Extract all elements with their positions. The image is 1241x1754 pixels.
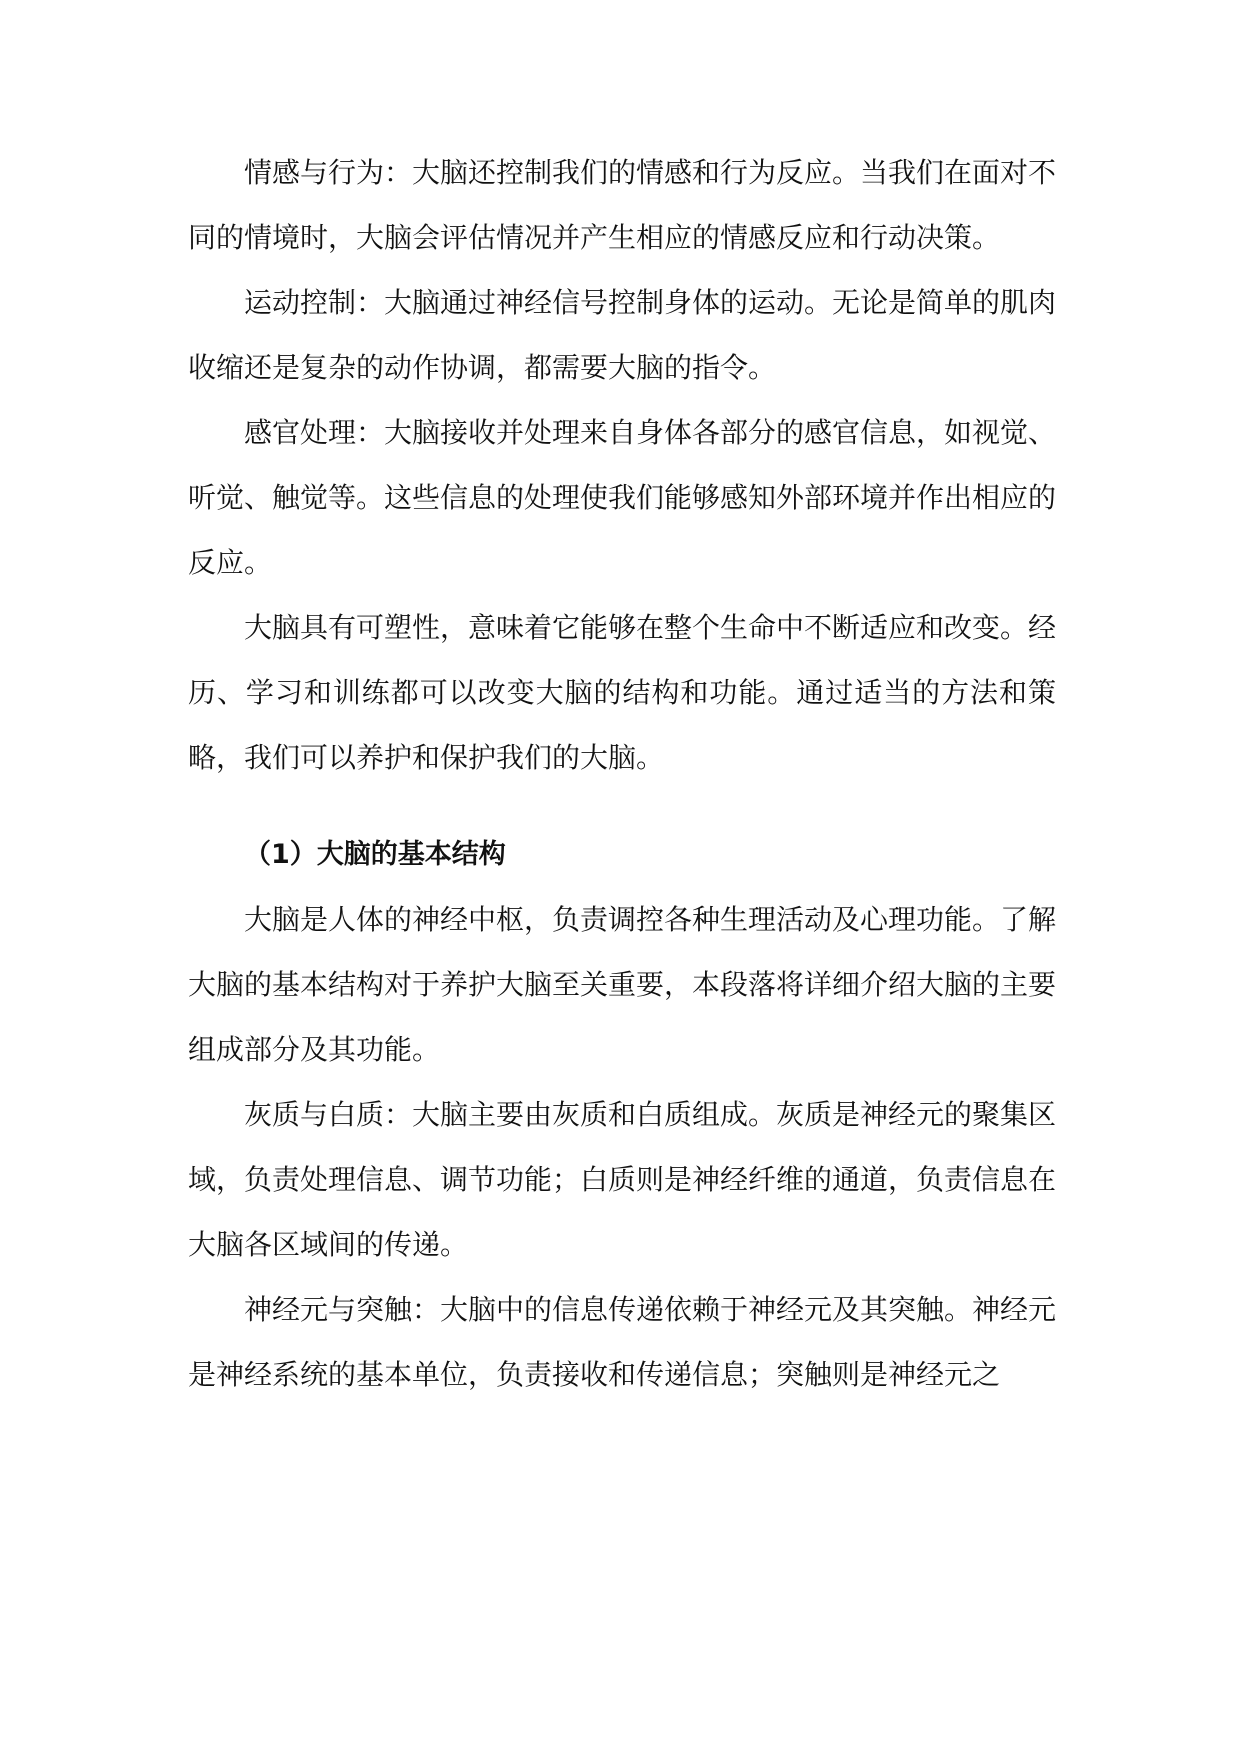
section-heading: （1）大脑的基本结构 (244, 839, 506, 870)
document-body (188, 140, 1056, 1407)
paragraph-brain-overview: 大脑是人体的神经中枢，负责调控各种生理活动及心理功能。了解大脑的基本结构对于养护大脑至关重要，本段落将详细介绍大脑的主要组成部分及其功能。 (188, 903, 1057, 1066)
paragraph-emotion-behavior: 情感与行为：大脑还控制我们的情感和行为反应。当我们在面对不同的情境时，大脑会评估情况并产生相应的情感反应和行动决策。 (188, 156, 1057, 254)
paragraph-gray-white-matter: 灰质与白质：大脑主要由灰质和白质组成。灰质是神经元的聚集区域，负责处理信息、调节功能；白质则是神经纤维的通道，负责信息在大脑各区域间的传递。 (188, 1098, 1057, 1261)
paragraph-sensory-processing: 感官处理：大脑接收并处理来自身体各部分的感官信息，如视觉、听觉、触觉等。这些信息的处理使我们能够感知外部环境并作出相应的反应。 (188, 416, 1057, 579)
paragraph-plasticity: 大脑具有可塑性，意味着它能够在整个生命中不断适应和改变。经历、学习和训练都可以改变大脑的结构和功能。通过适当的方法和策略，我们可以养护和保护我们的大脑。 (188, 611, 1057, 774)
paragraph-neurons-synapses: 神经元与突触：大脑中的信息传递依赖于神经元及其突触。神经元是神经系统的基本单位，负责接收和传递信息；突触则是神经元之 (188, 1293, 1057, 1391)
paragraph-motor-control: 运动控制：大脑通过神经信号控制身体的运动。无论是简单的肌肉收缩还是复杂的动作协调，都需要大脑的指令。 (188, 286, 1057, 384)
